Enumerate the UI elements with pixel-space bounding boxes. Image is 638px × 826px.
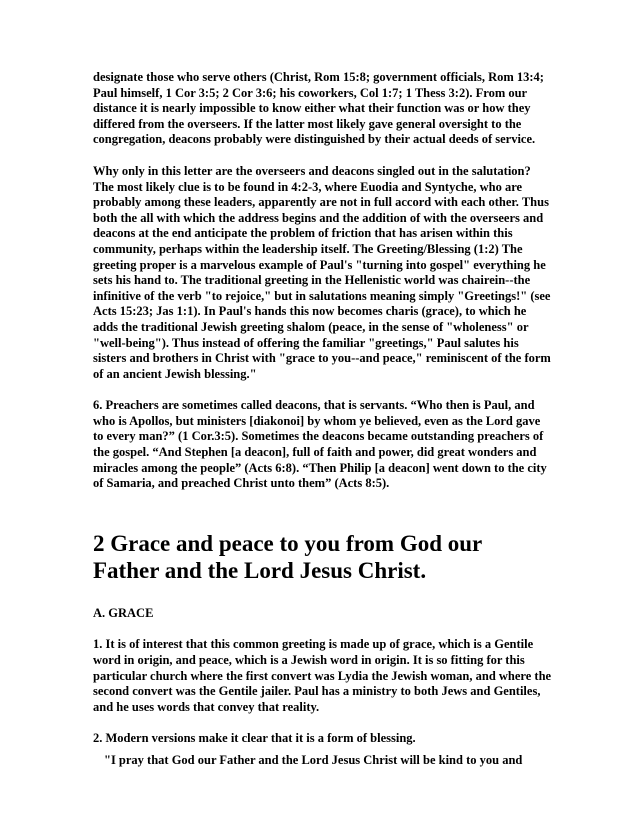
paragraph-grace-origin: 1. It is of interest that this common greeting is made up of grace, which is a Gentile word in origin, and peace, which is a Jewish word in origin. It is so fitting for this particular church where the first convert was Lydia the Jewish woman, and where the second convert was the Gentile jailer. Paul has a ministry to both Jews and Gentiles, and he uses words that convey that reality. xyxy=(93,637,552,714)
paragraph-modern-versions: 2. Modern versions make it clear that it is a form of blessing. xyxy=(93,731,416,746)
document-page xyxy=(93,70,553,769)
section-subhead-grace: A. GRACE xyxy=(93,605,154,620)
blessing-quote: "I pray that God our Father and the Lord Jesus Christ will be kind to you and xyxy=(104,753,523,767)
verse-heading: 2 Grace and peace to you from God our Father and the Lord Jesus Christ. xyxy=(93,530,482,583)
paragraph-overseers-salutation: Why only in this letter are the overseers and deacons singled out in the salutation? The most likely clue is to be found in 4:2-3, where Euodia and Syntyche, who are probably among these leaders, apparently are not in full accord with each other. Thus both the all with which the address begins and the addition of with the overseers and deacons at the end anticipate the problem of friction that has arisen within this community, perhaps within the leadership itself. The Greeting/Blessing (1:2) The greeting proper is a marvelous example of Paul's "turning into gospel" everything he sets his hand to. The traditional greeting in the Hellenistic world was chairein--the infinitive of the verb "to rejoice," but in salutations meaning simply "Greetings!" (see Acts 15:23; Jas 1:1). In Paul's hands this now becomes charis (grace), to which he adds the traditional Jewish greeting shalom (peace, in the sense of "wholeness" or "well-being"). Thus instead of offering the familiar "greetings," Paul salutes his sisters and brothers in Christ with "grace to you--and peace," reminiscent of the form of an ancient Jewish blessing." xyxy=(93,163,551,381)
paragraph-deacons-function: designate those who serve others (Christ, Rom 15:8; government officials, Rom 13:4; Paul himself, 1 Cor 3:5; 2 Cor 3:6; his coworkers, Col 1:7; 1 Thess 3:2). From our distance it is nearly impossible to know either what their function was or how they differed from the overseers. If the latter most likely gave general oversight to the congregation, deacons probably were distinguished by their actual deeds of service. xyxy=(93,70,544,147)
paragraph-preachers-deacons: 6. Preachers are sometimes called deacons, that is servants. “Who then is Paul, and who is Apollos, but ministers [diakonoi] by whom ye believed, even as the Lord gave to every man?” (1 Cor.3:5). Sometimes the deacons became outstanding preachers of the gospel. “And Stephen [a deacon], full of faith and power, did great wonders and miracles among the people” (Acts 6:8). “Then Philip [a deacon] went down to the city of Samaria, and preached Christ unto them” (Acts 8:5). xyxy=(93,398,547,491)
